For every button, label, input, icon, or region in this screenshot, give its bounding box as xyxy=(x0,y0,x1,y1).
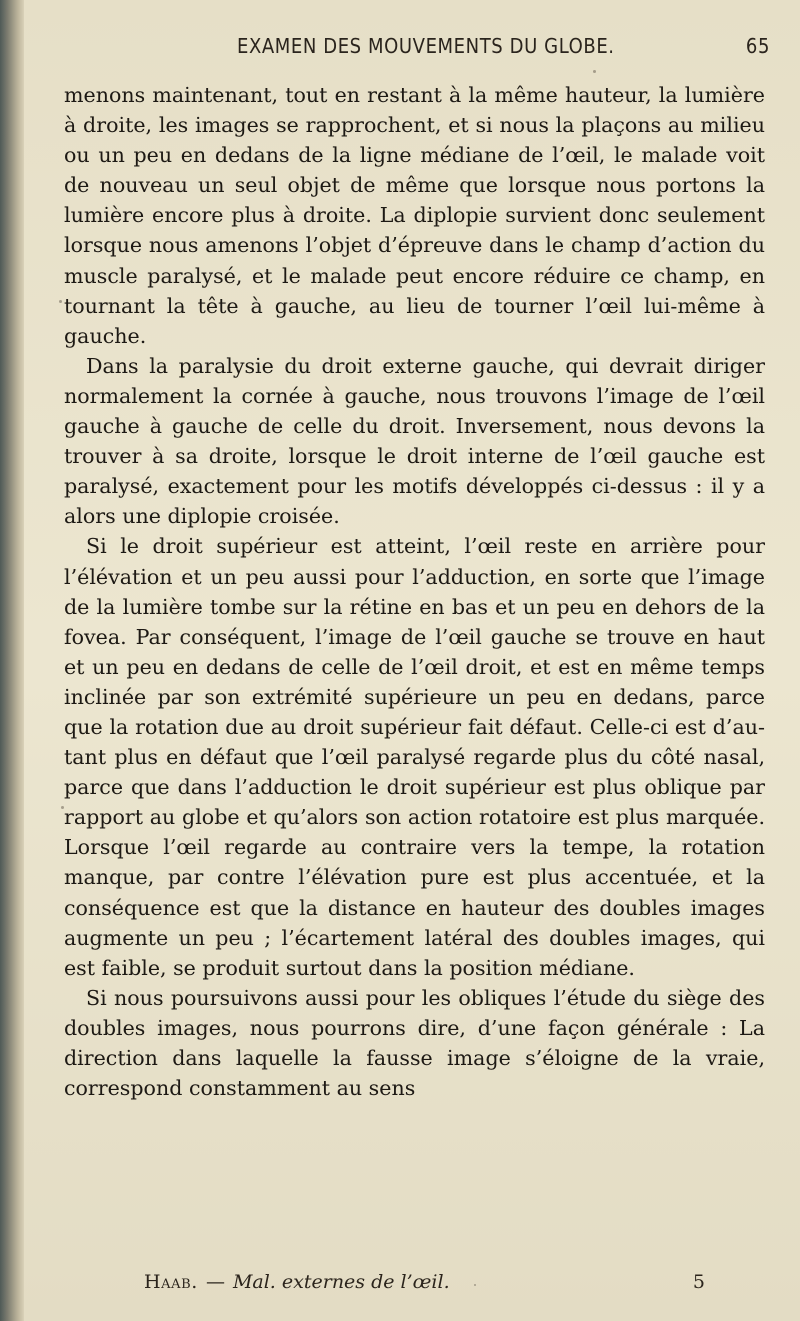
page-number: 65 xyxy=(745,34,770,58)
paragraph-external-rectus: Dans la paralysie du droit externe gauche, qui devrait diriger normalement la cornée à gauche, nous trouvons l’image de l’œil gauche à gauche de celle du droit. Inversement, nous devons la trouver à sa droite, lorsque le droit interne de l’œil gauche est paralysé, exactement pour les motifs développés ci-dessus : il y a alors une diplopie croisée. xyxy=(64,353,765,529)
signature-author: Haab. xyxy=(144,1271,198,1293)
book-binding-edge xyxy=(0,0,24,1321)
paragraph-superior-rectus: Si le droit supérieur est atteint, l’œil reste en arrière pour l’élévation et un peu aussi pour l’adduction, en sorte que l’image de la lumière tombe sur la rétine en bas et un peu en dehors de la fovea. Par conséquent, l’image de l’œil gauche se trouve en haut et un peu en dedans de celle de l’œil droit, et est en même temps inclinée par son extrémité supérieure un peu en dedans, parce que la rotation due au droit supérieur fait défaut. Celle-ci est d’autant plus en défaut que l’œil paralysé regarde plus du côté nasal, parce que dans l’adduction le droit supérieur est plus oblique par rapport au globe et qu’alors son action rotatoire est plus marquée. Lorsque l’œil regarde au contraire vers la tempe, la rotation manque, par contre l’élévation pure est plus accentuée, et la conséquence est que la distance en hauteur des doubles images augmente un peu ; l’écartement latéral des doubles images, qui est faible, se produit surtout dans la position médiane. xyxy=(64,534,765,980)
signature-dash: — xyxy=(205,1271,225,1293)
signature-number: 5 xyxy=(692,1271,705,1293)
signature-line xyxy=(144,1271,450,1293)
paper-speck xyxy=(59,300,62,303)
signature-work-title: Mal. externes de l’œil. xyxy=(232,1271,450,1293)
book-page xyxy=(24,0,800,1321)
signature-footer xyxy=(64,1271,780,1299)
paper-speck xyxy=(593,70,596,73)
running-head xyxy=(64,34,780,60)
running-title: EXAMEN DES MOUVEMENTS DU GLOBE. xyxy=(237,34,615,58)
paragraph-continued: menons maintenant, tout en restant à la même hauteur, la lumière à droite, les images se rapprochent, et si nous la plaçons au milieu ou un peu en dedans de la ligne médiane de l’œil, le malade voit de nouveau un seul objet de même que lorsque nous portons la lumière encore plus à droite. La diplopie survient donc seulement lorsque nous amenons l’objet d’épreuve dans le champ d’action du muscle paralysé, et le malade peut encore réduire ce champ, en tournant la tête à gauche, au lieu de tourner l’œil lui-même à gauche. xyxy=(64,83,765,348)
paragraph-obliques: Si nous poursuivons aussi pour les obliques l’étude du siège des doubles images, nous pourrons dire, d’une façon générale : La direction dans laquelle la fausse image s’éloigne de la vraie, correspond constamment au sens xyxy=(64,985,765,1101)
body-text xyxy=(64,80,765,1103)
